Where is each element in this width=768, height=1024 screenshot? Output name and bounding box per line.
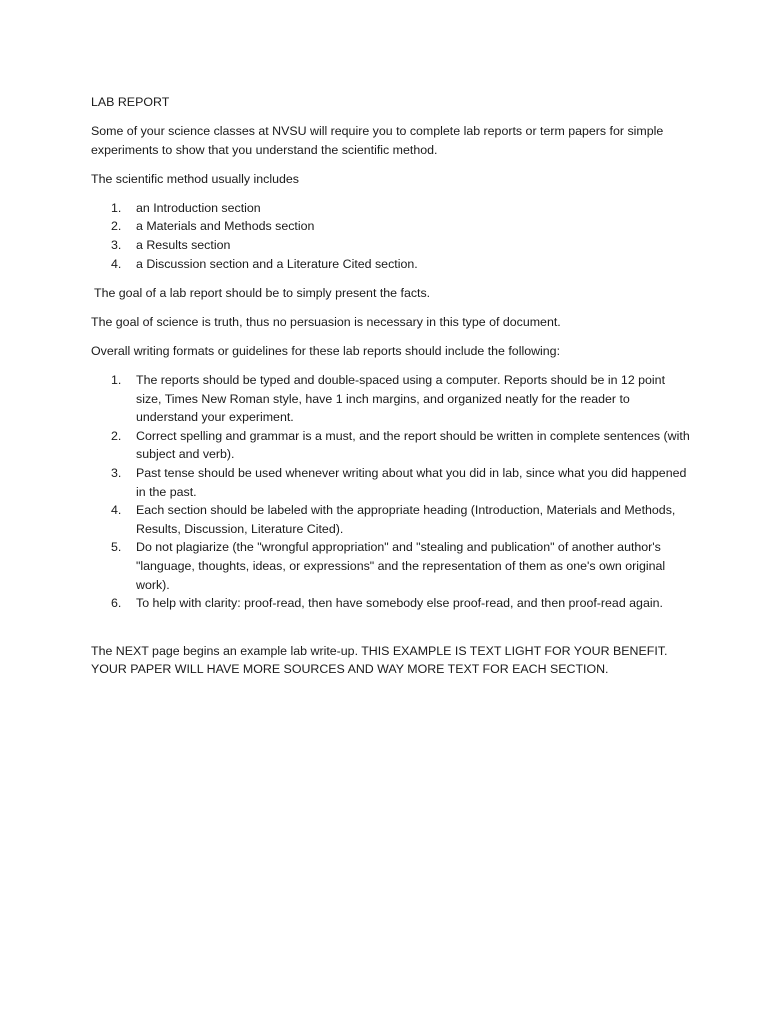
list-item-number: 4. [111,503,122,518]
list-item-number: 5. [111,540,122,555]
list-item [91,538,691,594]
list-item-number: 2. [111,428,122,443]
method-list [91,199,691,273]
list-item [91,199,691,218]
list-item-text: To help with clarity: proof-read, then have somebody else proof-read, and then proof-read again. [136,596,663,611]
list-item [91,371,691,427]
guidelines-list [91,371,691,613]
goal-science-paragraph: The goal of science is truth, thus no persuasion is necessary in this type of document. [91,314,561,329]
list-item-number: 1. [111,373,122,388]
list-item [91,255,691,274]
list-item-number: 3. [111,466,122,480]
list-item [91,594,691,613]
guidelines-lead-paragraph: Overall writing formats or guidelines for these lab reports should include the following: [91,343,561,358]
list-item-text: a Materials and Methods section [136,219,315,234]
list-item-text: The reports should be typed and double-spaced using a computer. Reports should be in 12 point size, Times New Roman style, have 1 inch margins, and organized neatly for the reader to understand your experiment. [136,373,666,425]
list-item-number: 3. [111,238,122,253]
list-item-number: 1. [111,200,122,215]
list-item-number: 4. [111,256,122,271]
list-item-text: a Results section [136,238,231,253]
list-item-text: Past tense should be used whenever writing about what you did in lab, since what you did happened in the past. [136,466,687,499]
list-item-number: 6. [111,596,122,611]
list-item [91,464,691,501]
goal-report-paragraph: The goal of a lab report should be to simply present the facts. [94,285,431,300]
list-item-text: an Introduction section [136,200,261,215]
list-item [91,501,691,538]
list-item-text: Each section should be labeled with the appropriate heading (Introduction, Materials and Methods, Results, Discussion, Literature Cited). [136,503,676,536]
list-item [91,236,691,255]
intro-paragraph: Some of your science classes at NVSU will require you to complete lab reports or term papers for simple experiments to show that you understand the scientific method. [91,124,664,157]
document-page [91,93,691,689]
document-title: LAB REPORT [91,95,170,109]
list-item [91,217,691,236]
list-item [91,427,691,464]
list-item-text: Correct spelling and grammar is a must, and the report should be written in complete sentences (with subject and verb). [136,428,690,462]
list-item-number: 2. [111,219,122,234]
method-lead-paragraph: The scientific method usually includes [91,171,299,186]
list-item-text: Do not plagiarize (the "wrongful appropriation" and "stealing and publication" of another author's "language, thoughts, ideas, or expressions" and the representation of them as one's own original work). [136,540,666,592]
list-item-text: a Discussion section and a Literature Cited section. [136,256,418,271]
next-page-note: The NEXT page begins an example lab write-up. THIS EXAMPLE IS TEXT LIGHT FOR YOUR BENEFIT. YOUR PAPER WILL HAVE MORE SOURCES AND WAY MORE TEXT FOR EACH SECTION. [91,643,668,677]
